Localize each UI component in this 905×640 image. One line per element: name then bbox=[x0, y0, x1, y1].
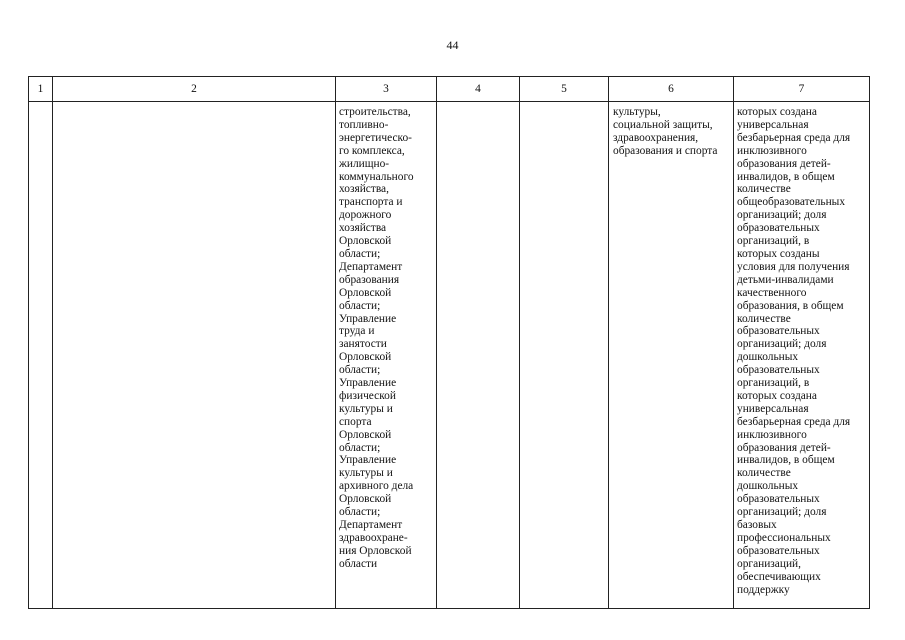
cell-text-line: Орловской bbox=[339, 351, 392, 364]
cell-text-line: строительства, bbox=[339, 106, 411, 118]
cell-text-line: поддержку bbox=[737, 583, 790, 596]
cell-text-line: образовательных bbox=[737, 325, 820, 338]
cell-text-line: занятости bbox=[339, 338, 387, 351]
cell-text-line: области; bbox=[339, 364, 381, 377]
column-header-3: 3 bbox=[336, 77, 437, 102]
cell-text-line: Орловской bbox=[339, 235, 392, 248]
page-number: 44 bbox=[446, 38, 459, 52]
cell-text-line: Департамент bbox=[339, 519, 403, 531]
cell-col3-responsible bbox=[336, 102, 437, 609]
table-header-row bbox=[29, 77, 870, 102]
cell-text-line: здравоохране- bbox=[339, 531, 408, 544]
cell-text-line: области; bbox=[339, 247, 381, 260]
cell-text-line: универсальная bbox=[737, 118, 809, 131]
cell-text-line: количестве bbox=[737, 312, 791, 325]
cell-text-line: организаций; доля bbox=[737, 506, 827, 519]
cell-text-line: культуры и bbox=[339, 467, 393, 480]
cell-text-line: социальной защиты, bbox=[613, 118, 713, 131]
cell-text-line: образовательных bbox=[737, 222, 820, 235]
cell-text-line: дорожного bbox=[339, 209, 392, 222]
cell-text-line: коммунального bbox=[339, 170, 414, 183]
cell-text-line: культуры и bbox=[339, 402, 393, 415]
cell-text-line: транспорта и bbox=[339, 196, 403, 209]
cell-text-line: культуры, bbox=[613, 106, 661, 118]
cell-text-line: количестве bbox=[737, 467, 791, 480]
cell-text-line: профессиональных bbox=[737, 531, 831, 544]
cell-text-line: области bbox=[339, 557, 378, 570]
cell-text-line: архивного дела bbox=[339, 480, 414, 493]
cell-text-line: области; bbox=[339, 506, 381, 519]
cell-text-line: образования детей- bbox=[737, 157, 831, 170]
cell-text-line: общеобразовательных bbox=[737, 196, 846, 209]
cell-text-line: хозяйства bbox=[339, 222, 387, 235]
cell-text-line: Орловской bbox=[339, 428, 392, 441]
cell-text-line: инвалидов, в общем bbox=[737, 454, 835, 467]
cell-text-line: инвалидов, в общем bbox=[737, 170, 835, 183]
cell-text-line: количестве bbox=[737, 183, 791, 196]
cell-text-line: Департамент bbox=[339, 260, 403, 273]
cell-text-line: которых создана bbox=[737, 389, 817, 402]
cell-text-line: безбарьерная среда для bbox=[737, 131, 851, 144]
cell-text-line: хозяйства, bbox=[339, 183, 389, 196]
table-row bbox=[29, 102, 870, 609]
cell-text-line: образования bbox=[339, 273, 400, 286]
cell-text-line: труда и bbox=[339, 325, 375, 338]
cell-text-line: которых создана bbox=[737, 106, 817, 118]
cell-text-line: условия для получения bbox=[737, 260, 850, 273]
cell-text-line: обеспечивающих bbox=[737, 570, 821, 583]
cell-text-line: энергетическо- bbox=[339, 131, 412, 144]
cell-text-line: жилищно- bbox=[339, 157, 390, 170]
cell-text-line: инклюзивного bbox=[737, 144, 807, 157]
cell-text-line: организаций, bbox=[737, 557, 801, 570]
cell-text-line: образовательных bbox=[737, 544, 820, 557]
column-header-1: 1 bbox=[29, 77, 53, 102]
cell-col1 bbox=[29, 102, 53, 609]
column-header-6: 6 bbox=[609, 77, 734, 102]
document-table bbox=[28, 76, 870, 609]
cell-text-line: инклюзивного bbox=[737, 428, 807, 441]
cell-text-line: образования, в общем bbox=[737, 299, 844, 312]
cell-text-line: Управление bbox=[339, 377, 397, 390]
cell-text-line: качественного bbox=[737, 286, 807, 299]
column-header-5: 5 bbox=[520, 77, 609, 102]
cell-text-line: образования и спорта bbox=[613, 144, 718, 157]
cell-text-line: топливно- bbox=[339, 118, 389, 131]
cell-text-line: организаций; доля bbox=[737, 209, 827, 222]
column-header-4: 4 bbox=[437, 77, 520, 102]
cell-text-line: образовательных bbox=[737, 493, 820, 506]
cell-text-line: дошкольных bbox=[737, 351, 799, 364]
column-header-7: 7 bbox=[734, 77, 870, 102]
cell-col7-indicators bbox=[734, 102, 870, 609]
cell-text-line: Орловской bbox=[339, 493, 392, 506]
cell-text-line: базовых bbox=[737, 519, 777, 531]
cell-text-line: спорта bbox=[339, 415, 372, 428]
cell-text-line: детьми-инвалидами bbox=[737, 273, 834, 286]
cell-text-line: образования детей- bbox=[737, 441, 831, 454]
cell-col5 bbox=[520, 102, 609, 609]
cell-text-line: Управление bbox=[339, 312, 397, 325]
cell-text-line: области; bbox=[339, 441, 381, 454]
cell-text-line: организаций, в bbox=[737, 235, 810, 248]
cell-text-line: го комплекса, bbox=[339, 144, 405, 157]
cell-col2 bbox=[53, 102, 336, 609]
cell-text-line: Орловской bbox=[339, 286, 392, 299]
cell-text-line: ния Орловской bbox=[339, 544, 412, 557]
cell-text-line: универсальная bbox=[737, 402, 809, 415]
cell-text-line: образовательных bbox=[737, 364, 820, 377]
cell-col4 bbox=[437, 102, 520, 609]
cell-text-line: физической bbox=[339, 389, 396, 402]
cell-text-line: безбарьерная среда для bbox=[737, 415, 851, 428]
cell-text-line: которых созданы bbox=[737, 247, 820, 260]
column-header-2: 2 bbox=[53, 77, 336, 102]
cell-text-line: области; bbox=[339, 299, 381, 312]
cell-col6-sphere bbox=[609, 102, 734, 609]
cell-text-line: дошкольных bbox=[737, 480, 799, 493]
cell-text-line: организаций; доля bbox=[737, 338, 827, 351]
cell-text-line: здравоохранения, bbox=[613, 131, 699, 144]
cell-text-line: организаций, в bbox=[737, 377, 810, 390]
cell-text-line: Управление bbox=[339, 454, 397, 467]
